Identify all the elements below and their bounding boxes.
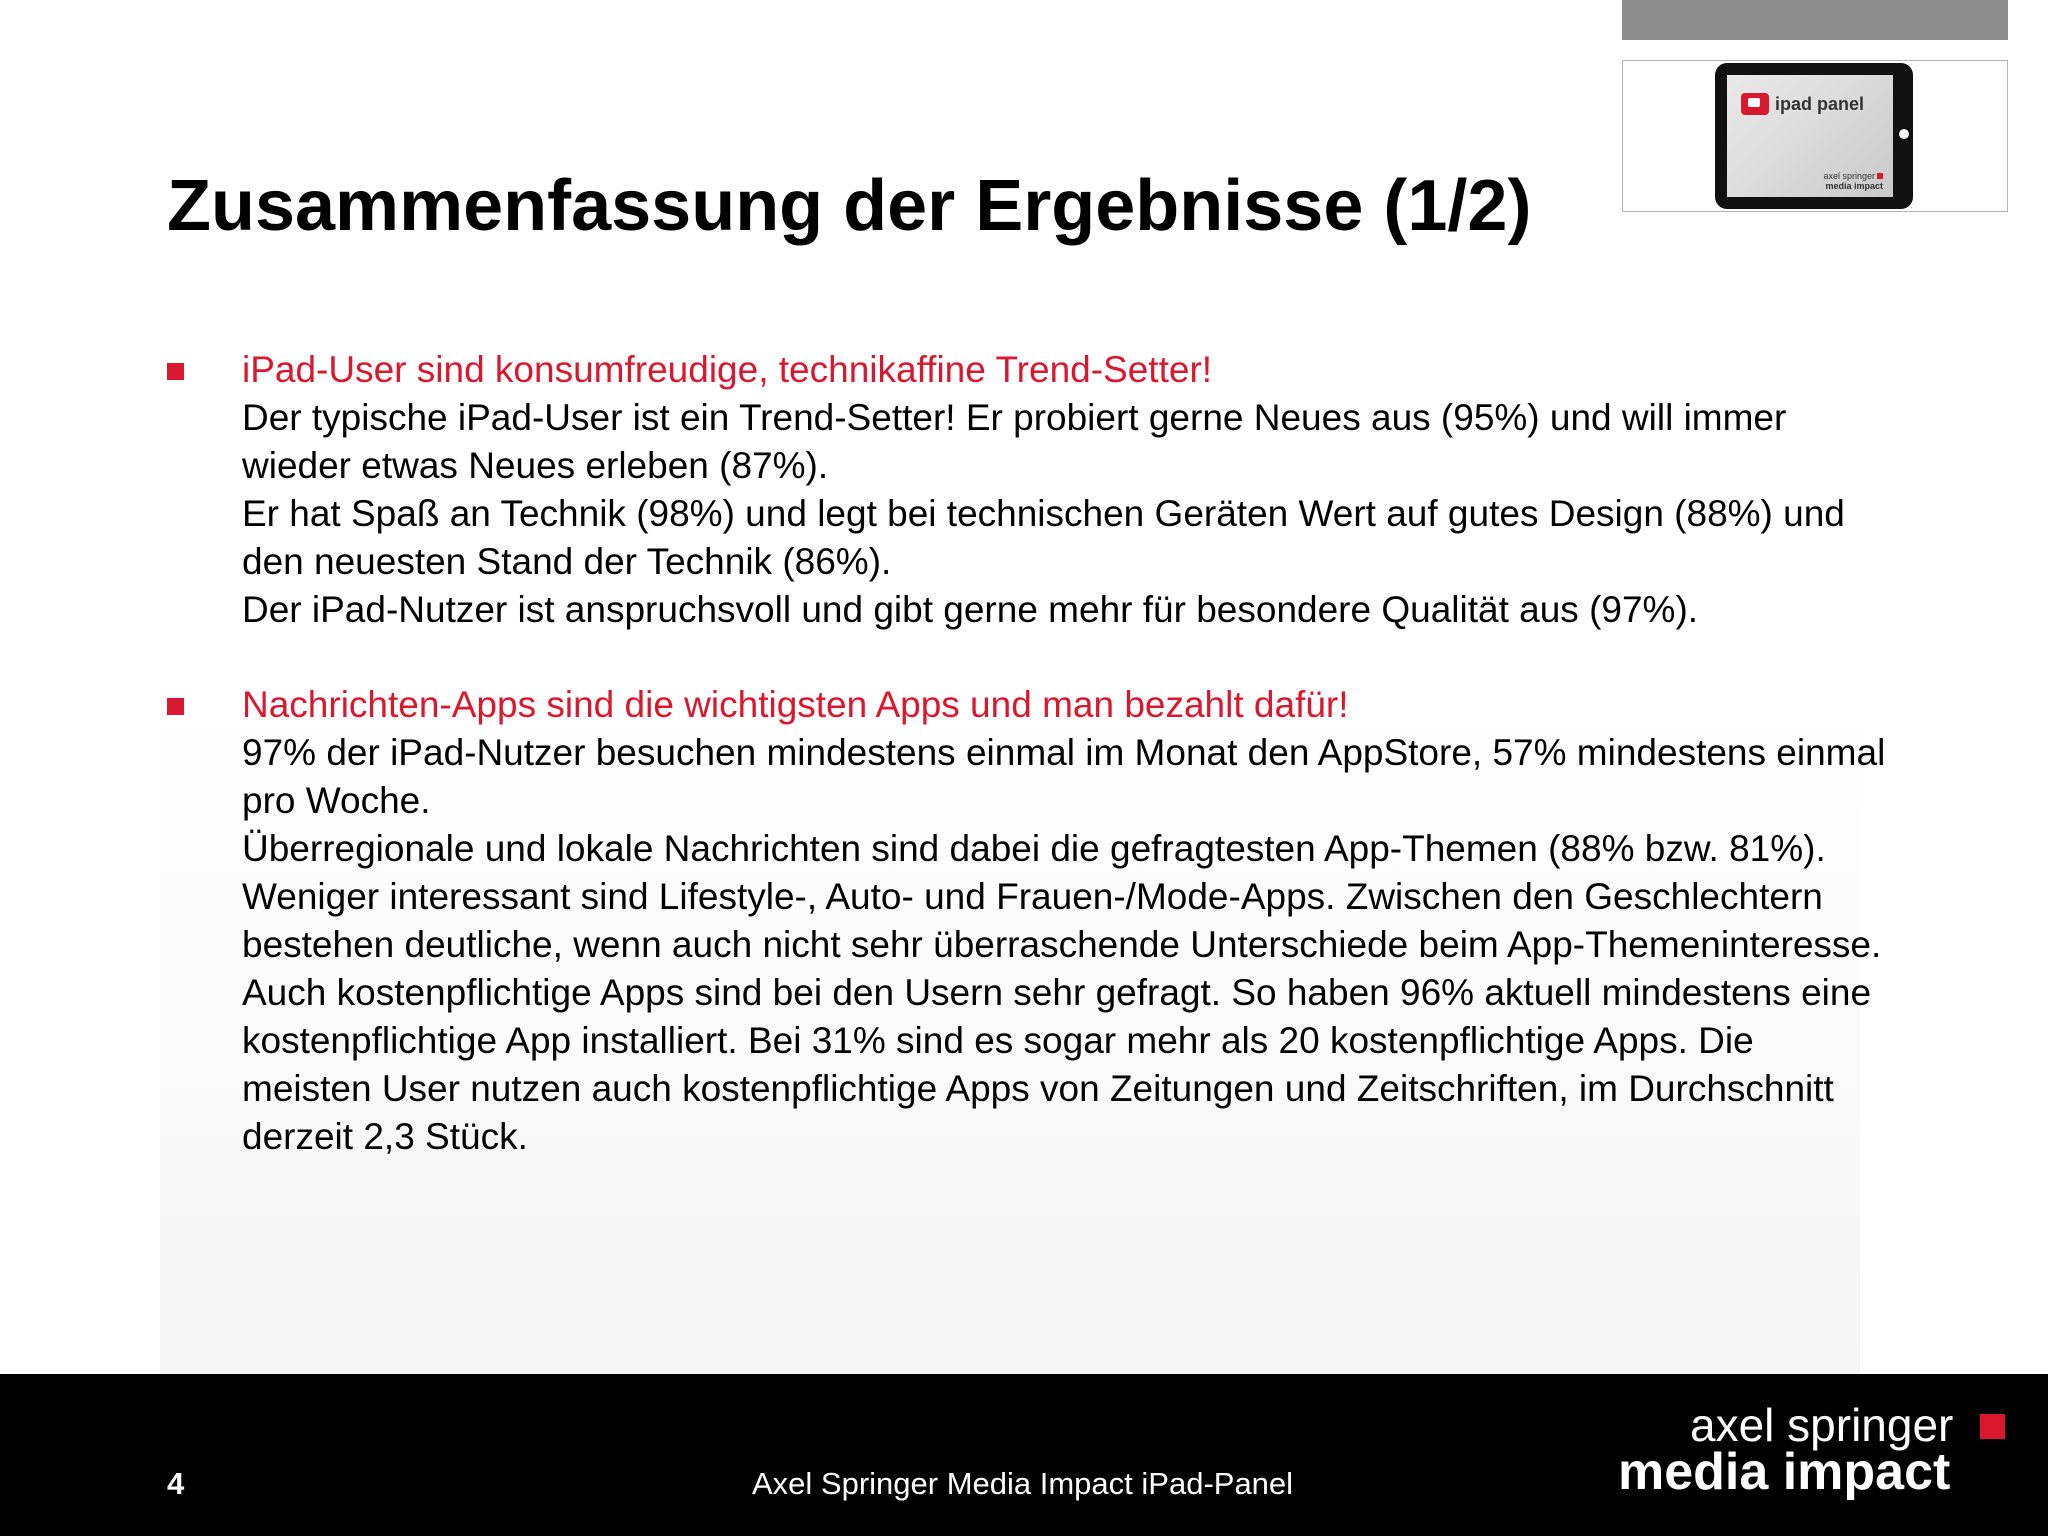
ipad-screen [1727, 75, 1893, 197]
bullet-paragraph: Der typische iPad-User ist ein Trend-Setter! Er probiert gerne Neues aus (95%) und will immer wieder etwas Neues erleben (87%). [242, 397, 1787, 486]
panel-label: ipad panel [1775, 93, 1865, 114]
footer-title: Axel Springer Media Impact iPad-Panel [752, 1466, 1294, 1501]
bullet-paragraph: Er hat Spaß an Technik (98%) und legt bei technischen Geräten Wert auf gutes Design (88%) und den neuesten Stand der Technik (86%). [242, 493, 1845, 582]
speech-bubble-icon [1741, 93, 1769, 115]
mini-brand-line2: media impact [1825, 181, 1883, 191]
mini-brand-logo [1823, 171, 1883, 191]
brand-square-icon [1980, 1414, 2005, 1439]
red-square-icon [1877, 173, 1883, 179]
mini-brand-line1: axel springer [1823, 171, 1875, 181]
bullet-paragraph: Auch kostenpflichtige Apps sind bei den Usern sehr gefragt. So haben 96% aktuell mindestens eine kostenpflichtige App installiert. Bei 31% sind es sogar mehr als 20 kostenpflichtige Apps. Die meisten User nutzen auch kostenpflichtige Apps von Zeitungen und Zeitschriften, im Durchschnitt derzeit 2,3 Stück. [242, 972, 1872, 1157]
ipad-device-image [1715, 63, 1913, 209]
slide-title: Zusammenfassung der Ergebnisse (1/2) [167, 166, 1532, 246]
page-number: 4 [167, 1466, 185, 1501]
bullet-paragraph: Überregionale und lokale Nachrichten sind dabei die gefragtesten App-Themen (88% bzw. 81%). Weniger interessant sind Lifestyle-, Auto- und Frauen-/Mode-Apps. Zwischen den Geschlechtern bestehen deutliche, wenn auch nicht sehr überraschende Unterschiede beim App-Themeninteresse. [242, 828, 1882, 965]
bullet-square-icon [167, 363, 184, 380]
ipad-panel-thumbnail [1622, 60, 2008, 212]
bullet-square-icon [167, 698, 184, 715]
brand-logo-line1: axel springer [1690, 1399, 1954, 1451]
top-gray-bar [1622, 0, 2008, 40]
ipad-panel-logo [1741, 93, 1864, 115]
bullet-text [242, 346, 1887, 634]
bullet-heading: Nachrichten-Apps sind die wichtigsten Apps und man bezahlt dafür! [242, 684, 1349, 725]
brand-logo-line2: media impact [1618, 1443, 1951, 1501]
bullet-paragraph: 97% der iPad-Nutzer besuchen mindestens einmal im Monat den AppStore, 57% mindestens einmal pro Woche. [242, 732, 1886, 821]
bullet-item [167, 681, 1887, 1161]
bullet-paragraph: Der iPad-Nutzer ist anspruchsvoll und gibt gerne mehr für besondere Qualität aus (97%). [242, 589, 1699, 630]
bullet-heading: iPad-User sind konsumfreudige, technikaffine Trend-Setter! [242, 349, 1213, 390]
footer-bar [0, 1374, 2048, 1536]
bullet-text [242, 681, 1887, 1161]
home-button-icon [1899, 129, 1909, 139]
bullet-item [167, 346, 1887, 634]
